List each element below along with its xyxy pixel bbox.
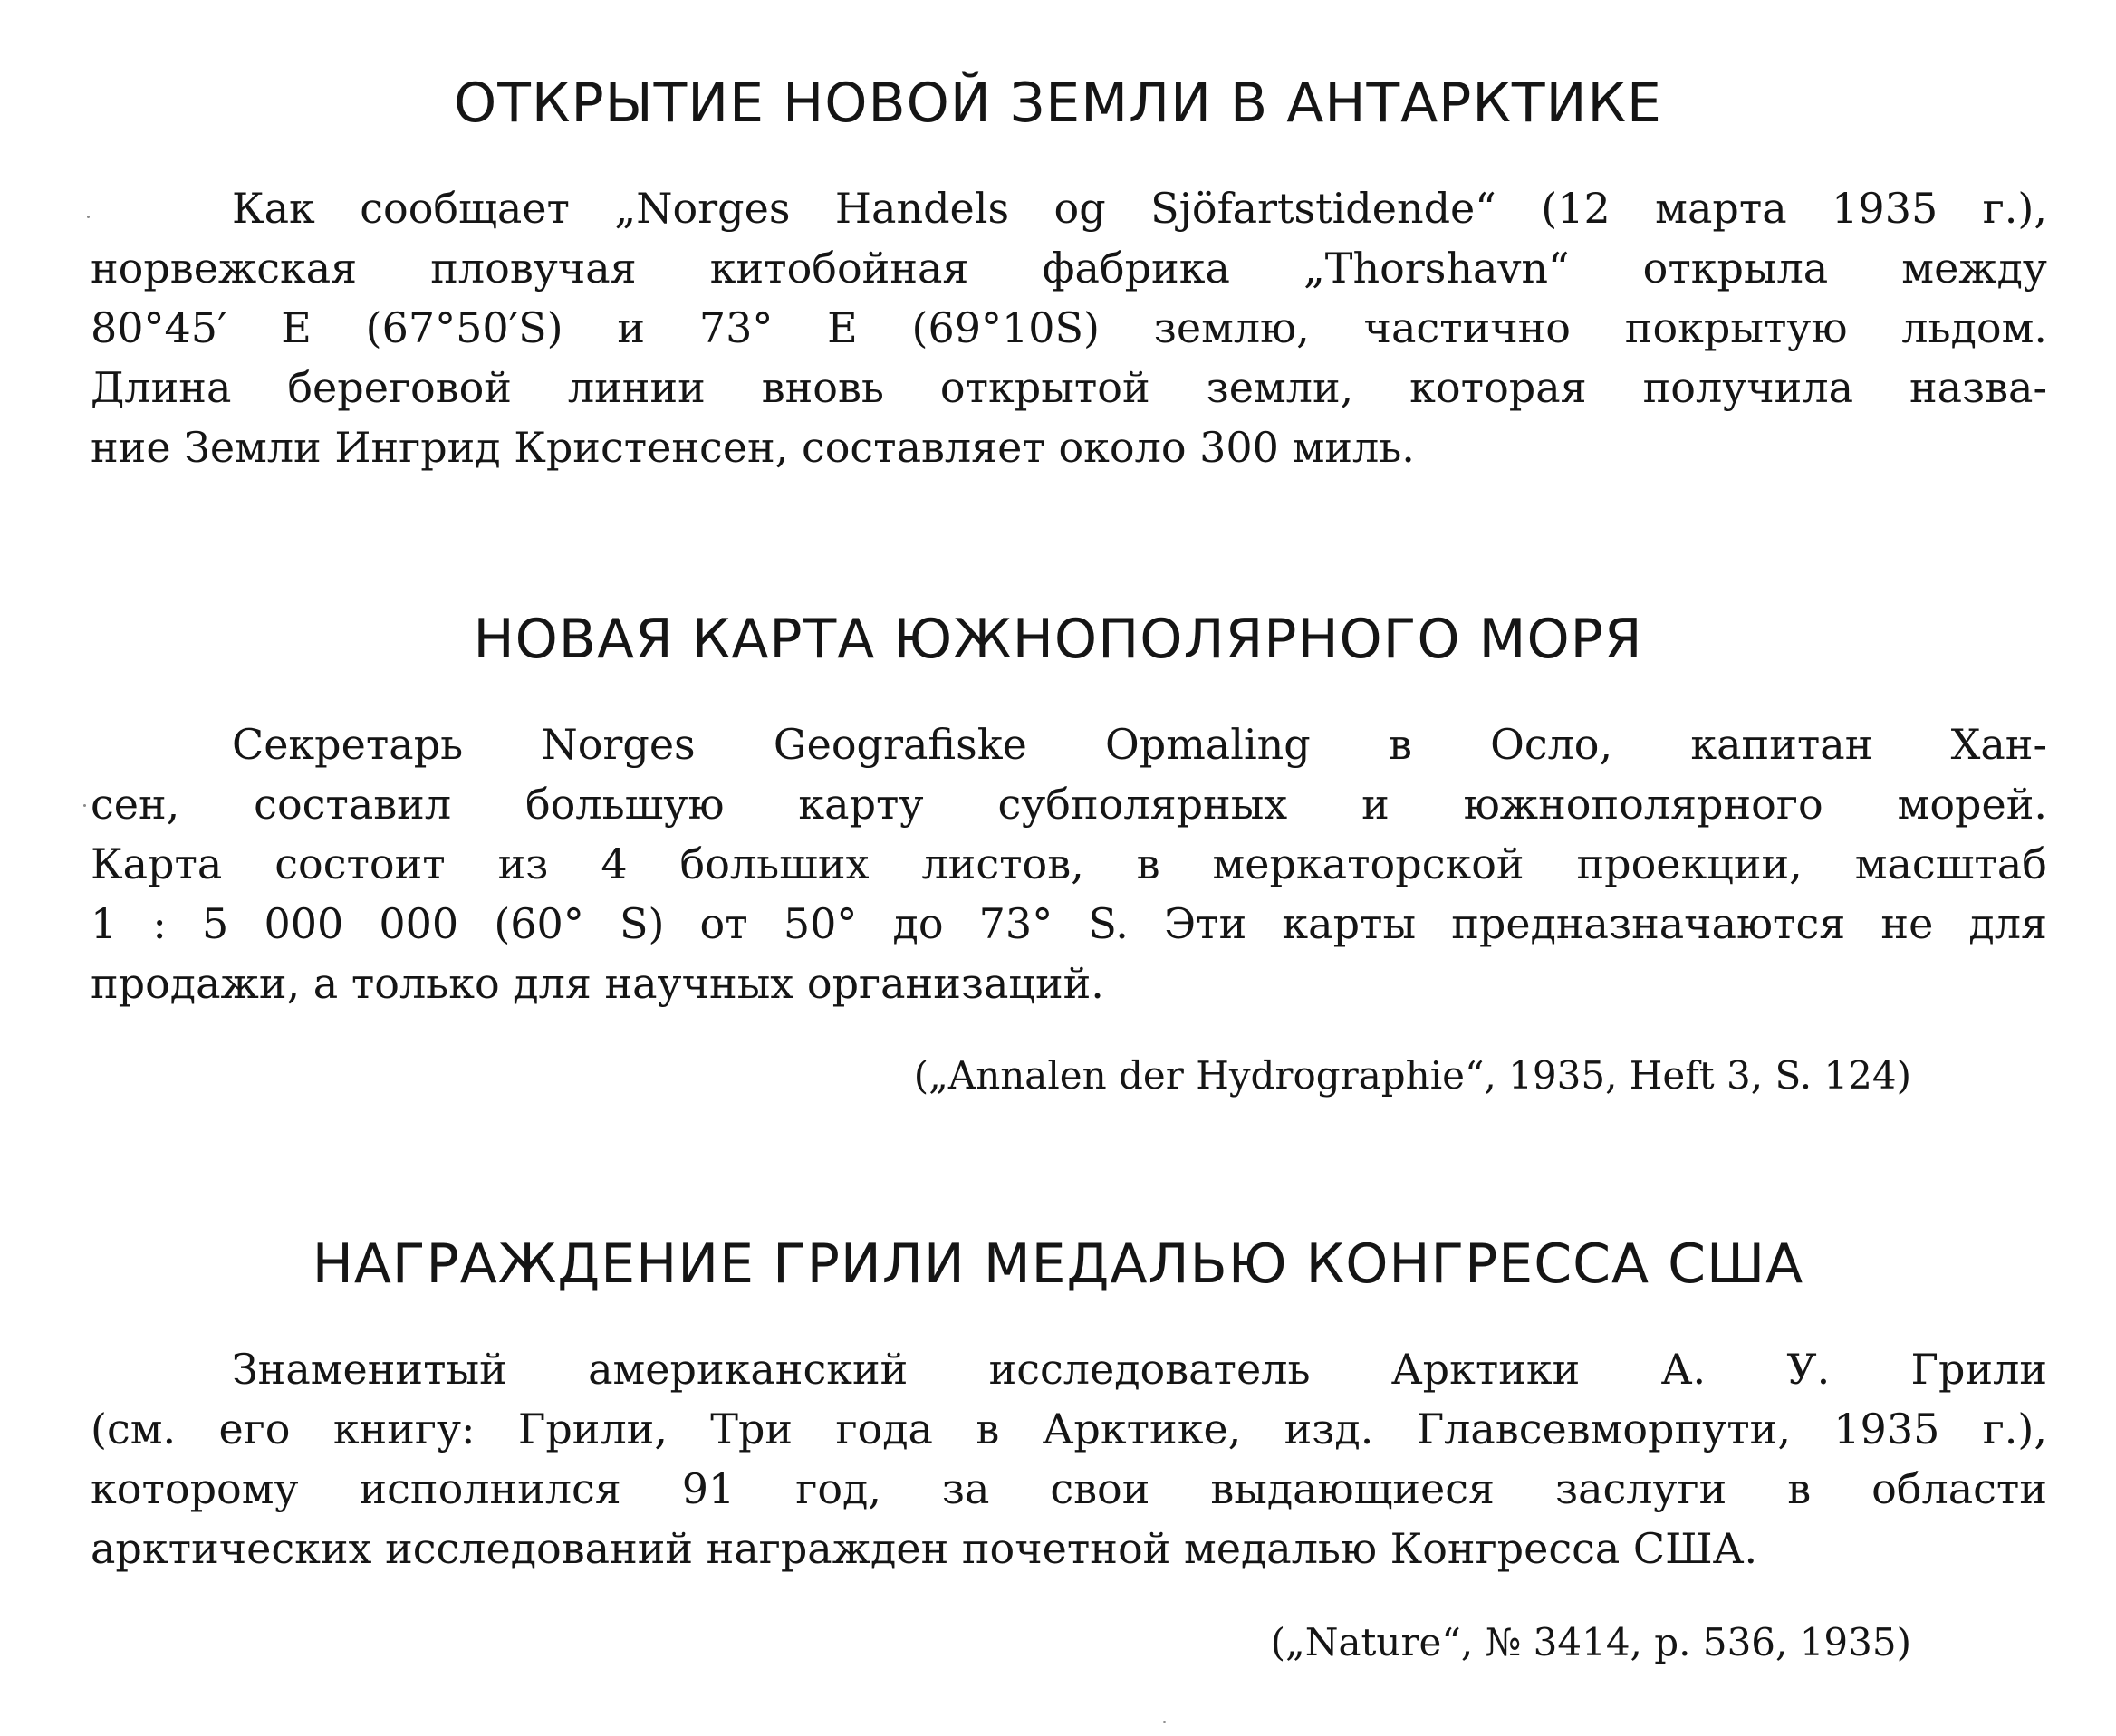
scan-speck	[87, 216, 90, 218]
paragraph-line: сен, составил большую карту субполярных и южнополярного морей.	[91, 780, 2047, 829]
paragraph-line: норвежская пловучая китобойная фабрика „Thorshavn“ открыла между	[91, 244, 2047, 293]
paragraph-line: которому исполнился 91 год, за свои выдающиеся заслуги в области	[91, 1464, 2047, 1513]
paragraph-line: арктических исследований награжден почетной медалью Конгресса США.	[91, 1524, 1758, 1573]
paragraph-line: ние Земли Ингрид Кристенсен, составляет около 300 миль.	[91, 423, 1415, 472]
scan-speck	[1163, 1721, 1166, 1723]
section-title: НАГРАЖДЕНИЕ ГРИЛИ МЕДАЛЬЮ КОНГРЕССА США	[312, 1232, 1804, 1296]
paragraph-line: Карта состоит из 4 больших листов, в меркаторской проекции, масштаб	[91, 839, 2047, 888]
paragraph-line: (см. его книгу: Грили, Три года в Арктике, изд. Главсевморпути, 1935 г.),	[91, 1405, 2047, 1453]
source-citation: („Annalen der Hydrographie“, 1935, Heft 3, S. 124)	[913, 1053, 1911, 1098]
section-title: НОВАЯ КАРТА ЮЖНОПОЛЯРНОГО МОРЯ	[473, 608, 1643, 671]
scan-speck	[83, 804, 86, 807]
paragraph-line: Длина береговой линии вновь открытой земли, которая получила назва-	[91, 363, 2047, 412]
paragraph-line: продажи, а только для научных организаций.	[91, 959, 1104, 1008]
paragraph-line: 80°45′ E (67°50′S) и 73° E (69°10S) землю, частично покрытую льдом.	[91, 303, 2047, 352]
section-title: ОТКРЫТИЕ НОВОЙ ЗЕМЛИ В АНТАРКТИКЕ	[454, 72, 1662, 135]
paragraph-line: Знаменитый американский исследователь Арктики А. У. Грили	[232, 1345, 2047, 1394]
paragraph-line: 1 : 5 000 000 (60° S) от 50° до 73° S. Эти карты предназначаются не для	[91, 899, 2047, 948]
paragraph-line: Секретарь Norges Geografiske Opmaling в Осло, капитан Хан-	[232, 720, 2047, 769]
source-citation: („Nature“, № 3414, p. 536, 1935)	[1270, 1620, 1911, 1664]
paragraph-line: Как сообщает „Norges Handels og Sjöfartstidende“ (12 марта 1935 г.),	[232, 184, 2047, 233]
